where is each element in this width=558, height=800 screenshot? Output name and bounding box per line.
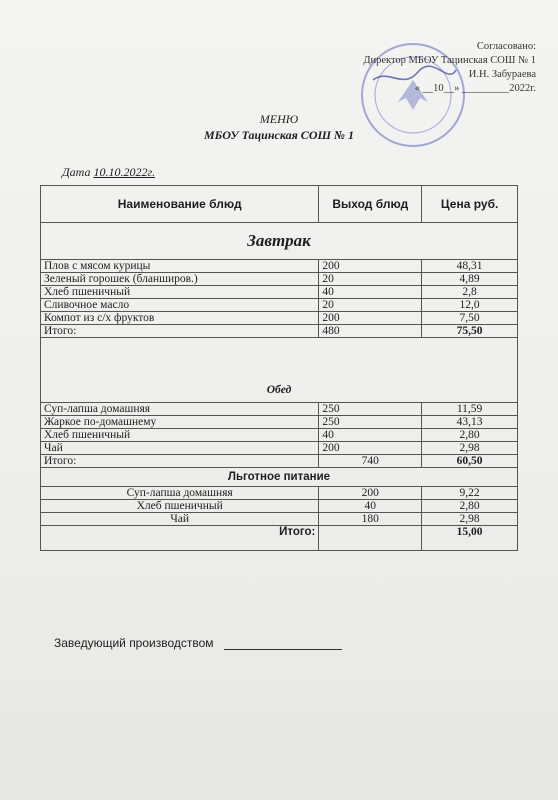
menu-title: МЕНЮ — [259, 112, 299, 126]
dish-name: Хлеб пшеничный — [41, 429, 319, 442]
signature-line — [224, 637, 342, 650]
dish-name: Компот из с/х фруктов — [41, 312, 319, 325]
dish-price: 2,80 — [422, 500, 518, 513]
header-name: Наименование блюд — [41, 186, 319, 223]
dish-output: 40 — [319, 429, 422, 442]
table-row — [41, 312, 518, 325]
lunch-total-row — [41, 455, 518, 468]
total-price: 75,50 — [422, 325, 518, 338]
table-row — [41, 273, 518, 286]
dish-name: Хлеб пшеничный — [41, 286, 319, 299]
total-label: Итого: — [41, 526, 319, 551]
dish-price: 43,13 — [422, 416, 518, 429]
dish-name: Суп-лапша домашняя — [41, 487, 319, 500]
dish-output: 200 — [319, 260, 422, 273]
dish-price: 4,89 — [422, 273, 518, 286]
dish-price: 12,0 — [422, 299, 518, 312]
table-row — [41, 299, 518, 312]
section-breakfast — [41, 223, 518, 260]
dish-output: 200 — [319, 487, 422, 500]
subsidized-total-row — [41, 526, 518, 551]
dish-name: Чай — [41, 442, 319, 455]
dish-output: 40 — [319, 500, 422, 513]
dish-name: Чай — [41, 513, 319, 526]
section-title: Завтрак — [41, 223, 518, 260]
section-title: Льготное питание — [41, 468, 518, 487]
dish-name: Плов с мясом курицы — [41, 260, 319, 273]
total-price: 60,50 — [422, 455, 518, 468]
table-row — [41, 403, 518, 416]
dish-name: Хлеб пшеничный — [41, 500, 319, 513]
menu-table — [40, 185, 518, 551]
footer-signature — [54, 636, 342, 650]
breakfast-rows — [41, 260, 518, 325]
total-output: 480 — [319, 325, 422, 338]
dish-output: 250 — [319, 403, 422, 416]
dish-output: 200 — [319, 312, 422, 325]
dish-name: Жаркое по-домашнему — [41, 416, 319, 429]
menu-date — [62, 165, 155, 180]
total-output — [319, 526, 422, 551]
total-output: 740 — [319, 455, 422, 468]
table-row — [41, 500, 518, 513]
dish-price: 2,80 — [422, 429, 518, 442]
section-lunch — [41, 338, 518, 403]
lunch-rows — [41, 403, 518, 455]
header-output: Выход блюд — [319, 186, 422, 223]
dish-output: 20 — [319, 299, 422, 312]
approval-block — [296, 40, 536, 96]
table-row — [41, 487, 518, 500]
school-name: МБОУ Тацинская СОШ № 1 — [204, 128, 354, 142]
table-row — [41, 442, 518, 455]
dish-output: 180 — [319, 513, 422, 526]
approval-date: « __10__» _________2022г. — [414, 83, 536, 94]
dish-name: Суп-лапша домашняя — [41, 403, 319, 416]
total-label: Итого: — [41, 325, 319, 338]
section-subsidized — [41, 468, 518, 487]
dish-output: 250 — [319, 416, 422, 429]
breakfast-total-row — [41, 325, 518, 338]
date-value: 10.10.2022г. — [93, 165, 155, 179]
dish-price: 9,22 — [422, 487, 518, 500]
approval-position: Директор МБОУ Тацинская СОШ № 1 — [363, 55, 536, 66]
approval-name: И.Н. Забураева — [468, 69, 536, 80]
total-price: 15,00 — [422, 526, 518, 551]
dish-price: 7,50 — [422, 312, 518, 325]
dish-price: 11,59 — [422, 403, 518, 416]
table-row — [41, 286, 518, 299]
table-row — [41, 260, 518, 273]
table-header-row — [41, 186, 518, 223]
dish-output: 20 — [319, 273, 422, 286]
footer-label: Заведующий производством — [54, 636, 214, 650]
approval-label: Согласовано: — [476, 41, 536, 52]
dish-output: 200 — [319, 442, 422, 455]
table-row — [41, 513, 518, 526]
dish-price: 2,98 — [422, 513, 518, 526]
date-label: Дата — [62, 165, 91, 179]
dish-name: Зеленый горошек (бланширов.) — [41, 273, 319, 286]
dish-price: 2,8 — [422, 286, 518, 299]
total-label: Итого: — [41, 455, 319, 468]
section-title: Обед — [41, 338, 518, 403]
header-price: Цена руб. — [422, 186, 518, 223]
dish-price: 2,98 — [422, 442, 518, 455]
table-row — [41, 429, 518, 442]
table-row — [41, 416, 518, 429]
dish-output: 40 — [319, 286, 422, 299]
dish-price: 48,31 — [422, 260, 518, 273]
dish-name: Сливочное масло — [41, 299, 319, 312]
subsidized-rows — [41, 487, 518, 526]
